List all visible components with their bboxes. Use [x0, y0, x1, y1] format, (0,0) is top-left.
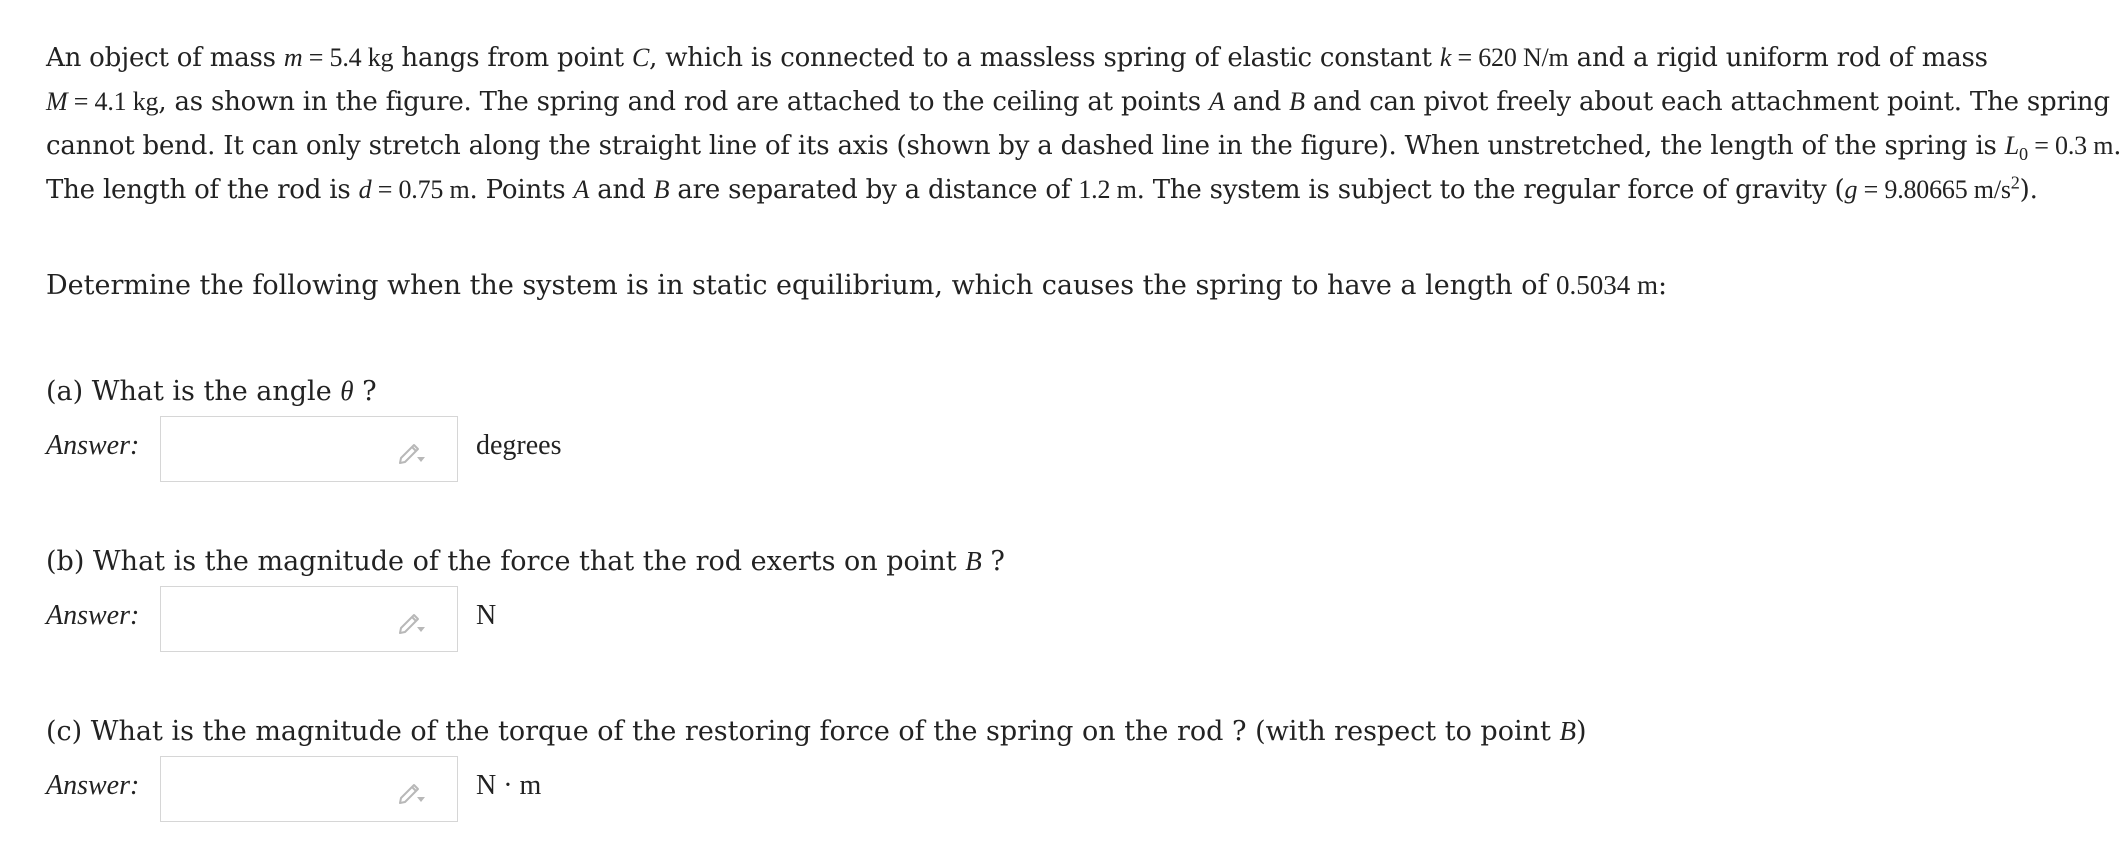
unit-label-b: N — [476, 600, 497, 631]
equals-sign: = — [1857, 175, 1885, 204]
text-run: are separated by a distance of — [669, 175, 1079, 205]
text-run: . — [2113, 131, 2121, 161]
pencil-icon[interactable] — [397, 439, 427, 465]
equals-sign: = — [371, 175, 399, 204]
text-run: cannot bend. It can only stretch along the straight line of its axis (shown by a dashed line in the figure). When unstretched, the length of the spring is — [46, 131, 2005, 161]
text-run: and — [589, 175, 654, 205]
answer-input-b[interactable] — [160, 586, 458, 652]
question-b — [46, 546, 1005, 577]
text-run: . The system is subject to the regular force of gravity ( — [1136, 175, 1845, 205]
var-g: g — [1844, 175, 1858, 204]
text-run: hangs from point — [393, 43, 632, 73]
text-run: , as shown in the figure. The spring and rod are attached to the ceiling at points — [158, 87, 1209, 117]
value-rod-length: 0.75 m — [398, 175, 470, 204]
answer-input-c[interactable] — [160, 756, 458, 822]
statement-line-2 — [46, 80, 2110, 124]
var-b: B — [1559, 716, 1576, 746]
statement-line-3 — [46, 124, 2121, 168]
var-m: m — [283, 43, 303, 72]
equals-sign: = — [67, 87, 95, 116]
prompt-colon: : — [1658, 270, 1668, 301]
closing-paren: ) — [1575, 716, 1587, 747]
equals-sign: = — [2027, 131, 2056, 160]
value-mass-m: 5.4 kg — [329, 43, 394, 72]
equals-sign: = — [1451, 43, 1479, 72]
unit-label-c: N · m — [476, 770, 542, 801]
subscript-zero: 0 — [2019, 144, 2028, 165]
text-run: and can pivot freely about each attachment point. The spring — [1304, 87, 2110, 117]
var-big-m: M — [46, 87, 68, 116]
var-b: B — [965, 546, 982, 576]
statement-line-1 — [46, 36, 2006, 80]
equilibrium-prompt — [46, 270, 1667, 301]
statement-line-4 — [46, 168, 2038, 212]
text-run: and a rigid uniform rod of mass — [1568, 43, 1988, 73]
question-text: (a) What is the angle — [46, 376, 341, 407]
var-d: d — [358, 175, 372, 204]
unit-label-a: degrees — [476, 430, 562, 461]
value-gravity: 9.80665 m/s — [1884, 175, 2011, 204]
value-spring-length: 0.5034 m — [1556, 270, 1659, 300]
question-c — [46, 716, 1586, 747]
text-run: , which is connected to a massless spring of elastic constant — [649, 43, 1440, 73]
answer-input-a[interactable] — [160, 416, 458, 482]
text-run: and — [1224, 87, 1290, 117]
problem-page — [46, 36, 2121, 801]
question-text: (b) What is the magnitude of the force that the rod exerts on point — [46, 546, 966, 577]
pencil-icon[interactable] — [397, 779, 427, 805]
prompt-text: Determine the following when the system is in static equilibrium, which causes the spring to have a length of — [46, 270, 1557, 301]
answer-label: Answer: — [46, 430, 140, 461]
pencil-icon[interactable] — [397, 609, 427, 635]
question-mark: ? — [981, 546, 1005, 577]
text-run: ). — [2019, 175, 2038, 205]
answer-label: Answer: — [46, 600, 140, 631]
var-c: C — [631, 43, 650, 72]
text-run: . Points — [469, 175, 574, 205]
var-b: B — [1289, 87, 1305, 116]
superscript-two: 2 — [2010, 172, 2020, 193]
text-run: The length of the rod is — [46, 175, 359, 205]
value-mass-rod: 4.1 kg — [94, 87, 159, 116]
value-separation: 1.2 m — [1078, 175, 1137, 204]
text-run: An object of mass — [46, 43, 284, 73]
value-unstretched-length: 0.3 m — [2055, 131, 2114, 160]
var-k: k — [1439, 43, 1452, 72]
var-l: L — [2004, 131, 2020, 160]
var-a: A — [1208, 87, 1225, 116]
value-spring-constant: 620 N/m — [1478, 43, 1569, 72]
var-theta: θ — [340, 376, 354, 406]
answer-label: Answer: — [46, 770, 140, 801]
var-b: B — [653, 175, 670, 204]
equals-sign: = — [302, 43, 330, 72]
question-text: (c) What is the magnitude of the torque of the restoring force of the spring on the rod ? (with respect to point — [46, 716, 1560, 747]
question-a — [46, 376, 377, 407]
question-mark: ? — [353, 376, 377, 407]
var-a: A — [573, 175, 590, 204]
problem-statement — [46, 36, 2121, 212]
